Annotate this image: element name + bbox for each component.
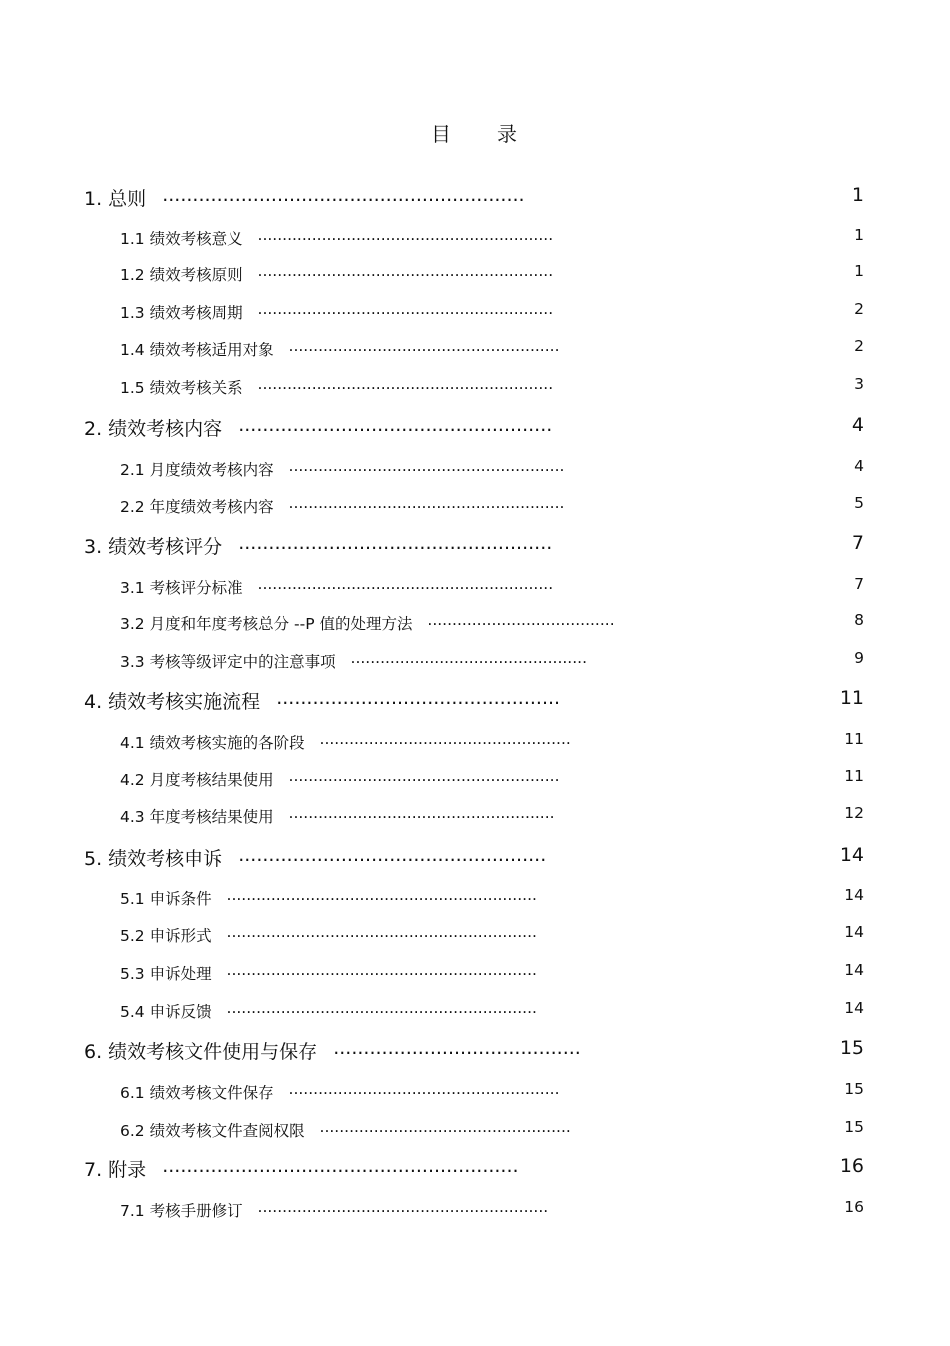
toc-leader-dots: ......................................... <box>333 1039 581 1058</box>
toc-page-number: 15 <box>844 1118 864 1136</box>
toc-leader-dots: ........................................................ <box>288 496 565 512</box>
toc-page-number: 14 <box>844 923 864 941</box>
toc-leader-dots: ............................................................ <box>257 377 554 393</box>
toc-leader-dots: ................................................... <box>238 846 547 865</box>
toc-entry-5-3[interactable] <box>120 963 537 982</box>
toc-leader-dots: ................................................... <box>319 732 571 748</box>
toc-leader-dots: .................................................... <box>238 416 553 435</box>
toc-entry-4-1[interactable] <box>120 732 571 751</box>
toc-entry-label: 2. 绩效考核内容 <box>84 418 223 440</box>
toc-entry-5-4[interactable] <box>120 1001 537 1020</box>
toc-entry-3-2[interactable] <box>120 613 615 632</box>
toc-entry-1-1[interactable] <box>120 228 553 247</box>
toc-entry-label: 1.2 绩效考核原则 <box>120 265 243 284</box>
toc-title-part1: 目 <box>431 122 453 146</box>
toc-leader-dots: ................................................ <box>350 651 588 667</box>
toc-entry-7[interactable] <box>84 1157 519 1180</box>
toc-entry-6-1[interactable] <box>120 1082 560 1101</box>
toc-leader-dots: ...................................... <box>427 613 615 629</box>
toc-page-number: 14 <box>839 844 864 866</box>
toc-page-number: 2 <box>854 337 864 355</box>
toc-page-number: 7 <box>851 532 864 554</box>
toc-entry-4-3[interactable] <box>120 806 555 825</box>
toc-leader-dots: ........................................................... <box>257 1200 549 1216</box>
toc-entry-3-1[interactable] <box>120 577 553 596</box>
toc-entry-label: 6.1 绩效考核文件保存 <box>120 1083 274 1102</box>
toc-page-number: 14 <box>844 961 864 979</box>
toc-entry-label: 6.2 绩效考核文件查阅权限 <box>120 1121 305 1140</box>
toc-page-number: 7 <box>854 575 864 593</box>
toc-entry-label: 2.2 年度绩效考核内容 <box>120 497 274 516</box>
toc-leader-dots: ................................................... <box>319 1120 571 1136</box>
toc-leader-dots: ............................................................ <box>257 302 554 318</box>
toc-entry-1-3[interactable] <box>120 302 553 321</box>
toc-page-number: 15 <box>839 1037 864 1059</box>
toc-entry-label: 3.1 考核评分标准 <box>120 578 243 597</box>
toc-page-number: 15 <box>844 1080 864 1098</box>
toc-title-part2: 录 <box>497 122 519 146</box>
toc-entry-label: 3.3 考核等级评定中的注意事项 <box>120 652 336 671</box>
toc-entry-3[interactable] <box>84 534 552 557</box>
toc-page-number: 14 <box>844 886 864 904</box>
toc-entry-label: 3.2 月度和年度考核总分 --P 值的处理方法 <box>120 614 413 633</box>
toc-entry-1-4[interactable] <box>120 339 560 358</box>
toc-entry-3-3[interactable] <box>120 651 587 670</box>
toc-entry-5-1[interactable] <box>120 888 537 907</box>
toc-page-number: 1 <box>854 262 864 280</box>
toc-entry-label: 6. 绩效考核文件使用与保存 <box>84 1041 318 1063</box>
toc-entry-5[interactable] <box>84 846 546 869</box>
toc-entry-2[interactable] <box>84 416 552 439</box>
toc-leader-dots: .................................................... <box>238 534 553 553</box>
toc-page-number: 11 <box>839 687 864 709</box>
toc-page-number: 12 <box>844 804 864 822</box>
toc-entry-label: 5. 绩效考核申诉 <box>84 848 223 870</box>
toc-page-number: 1 <box>851 184 864 206</box>
toc-entry-6[interactable] <box>84 1039 581 1062</box>
toc-entry-4-2[interactable] <box>120 769 560 788</box>
toc-leader-dots: ....................................................... <box>288 769 560 785</box>
toc-page-number: 1 <box>854 226 864 244</box>
toc-leader-dots: ............................................................... <box>226 888 537 904</box>
toc-entry-label: 5.3 申诉处理 <box>120 964 212 983</box>
toc-leader-dots: ............................................................... <box>226 925 537 941</box>
toc-entry-4[interactable] <box>84 689 560 712</box>
toc-page-number: 4 <box>851 414 864 436</box>
toc-leader-dots: ....................................................... <box>288 339 560 355</box>
toc-entry-label: 7.1 考核手册修订 <box>120 1201 243 1220</box>
toc-entry-2-2[interactable] <box>120 496 564 515</box>
toc-leader-dots: ............................................................ <box>257 577 554 593</box>
toc-entry-label: 2.1 月度绩效考核内容 <box>120 460 274 479</box>
toc-page-number: 16 <box>844 1198 864 1216</box>
toc-leader-dots: ............................................................ <box>257 264 554 280</box>
toc-page-number: 16 <box>839 1155 864 1177</box>
toc-entry-label: 1.5 绩效考核关系 <box>120 378 243 397</box>
toc-entry-label: 7. 附录 <box>84 1159 147 1181</box>
toc-leader-dots: ............................................................... <box>226 1001 537 1017</box>
toc-entry-label: 1.1 绩效考核意义 <box>120 229 243 248</box>
toc-title <box>0 118 950 147</box>
toc-entry-1-2[interactable] <box>120 264 553 283</box>
toc-entry-label: 3. 绩效考核评分 <box>84 536 223 558</box>
toc-entry-label: 4.3 年度考核结果使用 <box>120 807 274 826</box>
toc-entry-label: 4.1 绩效考核实施的各阶段 <box>120 733 305 752</box>
toc-entry-2-1[interactable] <box>120 459 564 478</box>
toc-page-number: 11 <box>844 730 864 748</box>
toc-page-number: 11 <box>844 767 864 785</box>
toc-page-number: 8 <box>854 611 864 629</box>
toc-leader-dots: ............................................... <box>276 689 561 708</box>
toc-entry-7-1[interactable] <box>120 1200 548 1219</box>
toc-entry-label: 1. 总则 <box>84 188 147 210</box>
toc-leader-dots: ....................................................... <box>288 1082 560 1098</box>
toc-entry-label: 4. 绩效考核实施流程 <box>84 691 261 713</box>
toc-entry-5-2[interactable] <box>120 925 537 944</box>
toc-page-number: 9 <box>854 649 864 667</box>
toc-page-number: 5 <box>854 494 864 512</box>
toc-entry-label: 5.1 申诉条件 <box>120 889 212 908</box>
toc-leader-dots: ............................................................... <box>226 963 537 979</box>
toc-entry-6-2[interactable] <box>120 1120 571 1139</box>
toc-leader-dots: ............................................................ <box>257 228 554 244</box>
toc-entry-label: 5.2 申诉形式 <box>120 926 212 945</box>
toc-leader-dots: ........................................................... <box>162 1157 519 1176</box>
toc-leader-dots: ............................................................ <box>162 186 525 205</box>
toc-leader-dots: ........................................................ <box>288 459 565 475</box>
toc-page-number: 4 <box>854 457 864 475</box>
toc-entry-label: 5.4 申诉反馈 <box>120 1002 212 1021</box>
toc-page-number: 3 <box>854 375 864 393</box>
toc-entry-label: 4.2 月度考核结果使用 <box>120 770 274 789</box>
toc-page-number: 14 <box>844 999 864 1017</box>
toc-entry-label: 1.4 绩效考核适用对象 <box>120 340 274 359</box>
toc-entry-1[interactable] <box>84 186 525 209</box>
toc-entry-label: 1.3 绩效考核周期 <box>120 303 243 322</box>
toc-page-number: 2 <box>854 300 864 318</box>
toc-entry-1-5[interactable] <box>120 377 553 396</box>
toc-leader-dots: ...................................................... <box>288 806 555 822</box>
